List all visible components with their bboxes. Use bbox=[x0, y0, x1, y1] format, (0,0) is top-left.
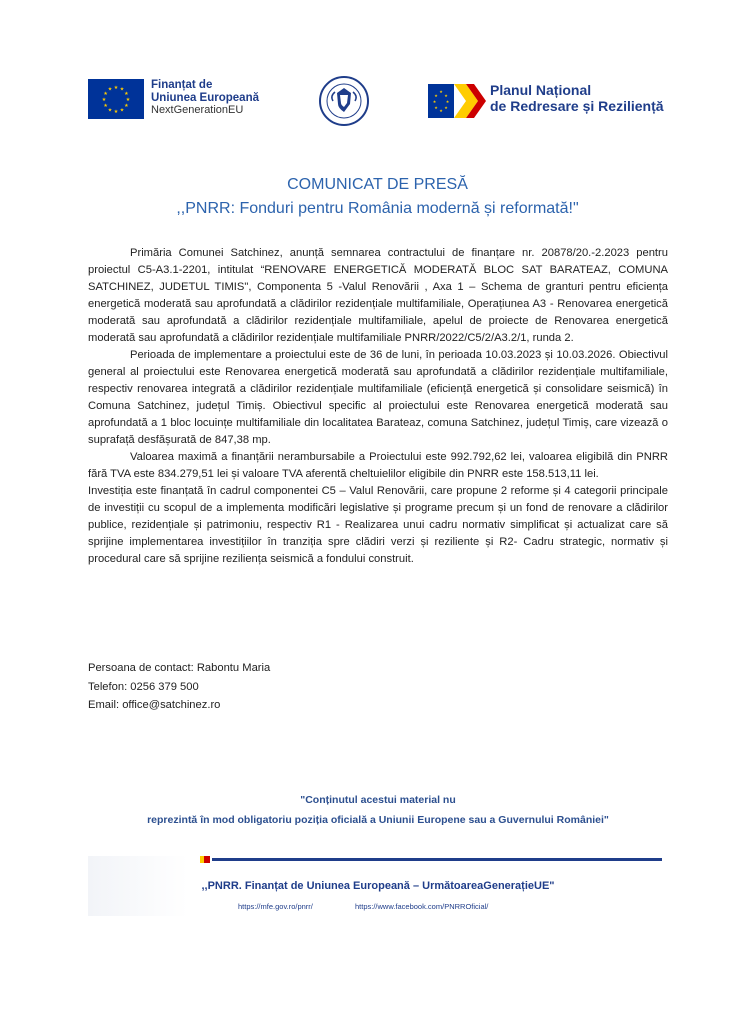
disclaimer-line1: "Conținutul acestui material nu bbox=[300, 794, 456, 806]
pnrr-logo-line1: Planul Național bbox=[490, 82, 592, 98]
svg-text:★: ★ bbox=[119, 86, 125, 93]
pnrr-logo-text bbox=[490, 82, 664, 114]
svg-text:★: ★ bbox=[101, 97, 107, 103]
svg-text:★: ★ bbox=[125, 97, 131, 103]
svg-text:★: ★ bbox=[444, 93, 448, 98]
contact-phone: Telefon: 0256 379 500 bbox=[88, 680, 199, 693]
svg-text:★: ★ bbox=[103, 91, 108, 97]
paragraph-funding-value: Valoarea maximă a finanțării nerambursabile a Proiectului este 992.792,62 lei, valoarea eligibilă din PNRR fără TVA este 834.279,51 lei și valoare TVA aferentă cheltuielilor eligibile din PNRR este 158.513,11 lei. bbox=[88, 451, 668, 480]
svg-text:★: ★ bbox=[103, 103, 108, 109]
page-title: COMUNICAT DE PRESĂ bbox=[287, 176, 468, 193]
svg-text:★: ★ bbox=[432, 99, 437, 104]
svg-text:★: ★ bbox=[113, 85, 119, 91]
svg-text:★: ★ bbox=[434, 105, 438, 110]
pnrr-logo bbox=[428, 80, 673, 122]
eu-logo-text bbox=[151, 79, 259, 117]
press-release-body bbox=[88, 245, 668, 568]
eu-logo-line3: NextGenerationEU bbox=[151, 104, 244, 116]
contact-block bbox=[88, 659, 488, 715]
footer-flag-icon bbox=[200, 856, 210, 863]
footer-link-facebook[interactable]: https://www.facebook.com/PNRROficial/ bbox=[354, 902, 489, 911]
eu-logo-line2: Uniunea Europeană bbox=[151, 91, 259, 104]
svg-text:★: ★ bbox=[119, 107, 125, 114]
footer-banner bbox=[88, 856, 668, 916]
svg-text:★: ★ bbox=[439, 89, 443, 94]
page-subtitle: ,,PNRR: Fonduri pentru România modernă și reformată!" bbox=[176, 200, 579, 217]
svg-text:★: ★ bbox=[444, 105, 448, 110]
eu-flag-icon bbox=[88, 79, 144, 119]
svg-text:★: ★ bbox=[113, 109, 119, 115]
svg-text:★: ★ bbox=[445, 99, 450, 104]
paragraph-investment: Investiția este finanțată în cadrul componentei C5 – Valul Renovării, care propune 2 reforme și 4 categorii principale de investiții cu scopul de a implementa modificări legislative și programe precum și un fond de renovare a clădirilor publice, rezidențiale și patrimoniu, respectiv R1 - Realizarea unui cadru normativ simplificat și actualizat care să sprijine implementarea investițiilor în tranziția spre clădiri verzi și reziliente și R2- Cadru strategic, normativ și procedural care să sprijine reziliența seismică a fondului construit. bbox=[88, 485, 668, 565]
svg-text:★: ★ bbox=[439, 108, 443, 113]
svg-text:★: ★ bbox=[107, 86, 113, 93]
contact-person: Persoana de contact: Rabontu Maria bbox=[88, 662, 271, 674]
footer-links bbox=[238, 902, 528, 911]
paragraph-contract: Primăria Comunei Satchinez, anunță semnarea contractului de finanțare nr. 20878/20.-2.2023 pentru proiectul C5-A3.1-2201, intitulat “RENOVARE ENERGETICĂ MODERATĂ BLOC SAT BARATEAZ, COMUNA SATCHINEZ, JUDETUL TIMIS", Componenta 5 -Valul Renovării , Axa 1 – Schema de granturi pentru eficiența energetică moderată sau aprofundată a clădirilor rezidențiale multifamiliale, Operațiunea A3 - Renovarea energetică moderată sau aprofundată a clădirilor rezidențiale multifamiliale, apelul de proiecte de Renovarea energetică moderată sau aprofundată a clădirilor rezidențiale multifamiliale PNRR/2022/C5/2/A3.2/1, runda 2. bbox=[88, 247, 668, 344]
svg-text:★: ★ bbox=[124, 103, 129, 109]
footer-link-mfe[interactable]: https://mfe.gov.ro/pnrr/ bbox=[238, 902, 313, 911]
pnrr-logo-line2: de Redresare și Reziliență bbox=[490, 98, 664, 114]
pnrr-arrow-icon bbox=[428, 84, 486, 118]
romanian-government-seal-icon bbox=[318, 74, 370, 128]
eu-funding-logo bbox=[88, 79, 263, 121]
svg-text:★: ★ bbox=[107, 107, 113, 114]
footer-motto: ,,PNRR. Finanțat de Uniunea Europeană – UrmătoareaGenerațieUE" bbox=[201, 880, 555, 892]
footer-divider bbox=[212, 858, 662, 861]
svg-text:★: ★ bbox=[434, 93, 438, 98]
contact-email: Email: office@satchinez.ro bbox=[88, 699, 221, 711]
svg-text:★: ★ bbox=[124, 91, 129, 97]
header-logos bbox=[88, 74, 668, 130]
paragraph-implementation: Perioada de implementare a proiectului este de 36 de luni, în perioada 10.03.2023 și 10.03.2026. Obiectivul general al proiectului este Renovarea energetică moderată sau aprofundată a clădirilor rezidențiale multifamiliale, respectiv renovarea integrată a clădirilor rezidențiale multifamiliale (eficiență energetică și consolidare seismică) în Comuna Satchinez, județul Timiș. Obiectivul specific al proiectului este Renovarea energetică moderată sau aprofundată a 1 bloc locuințe multifamiliale din localitatea Barateaz, comuna Satchinez, județul Timiș, care vizează o suprafață desfășurată de 847,38 mp. bbox=[88, 349, 668, 446]
disclaimer-line2: reprezintă în mod obligatoriu poziția oficială a Uniunii Europene sau a Guvernului României" bbox=[147, 814, 609, 826]
eu-logo-line1: Finanțat de bbox=[151, 79, 213, 91]
